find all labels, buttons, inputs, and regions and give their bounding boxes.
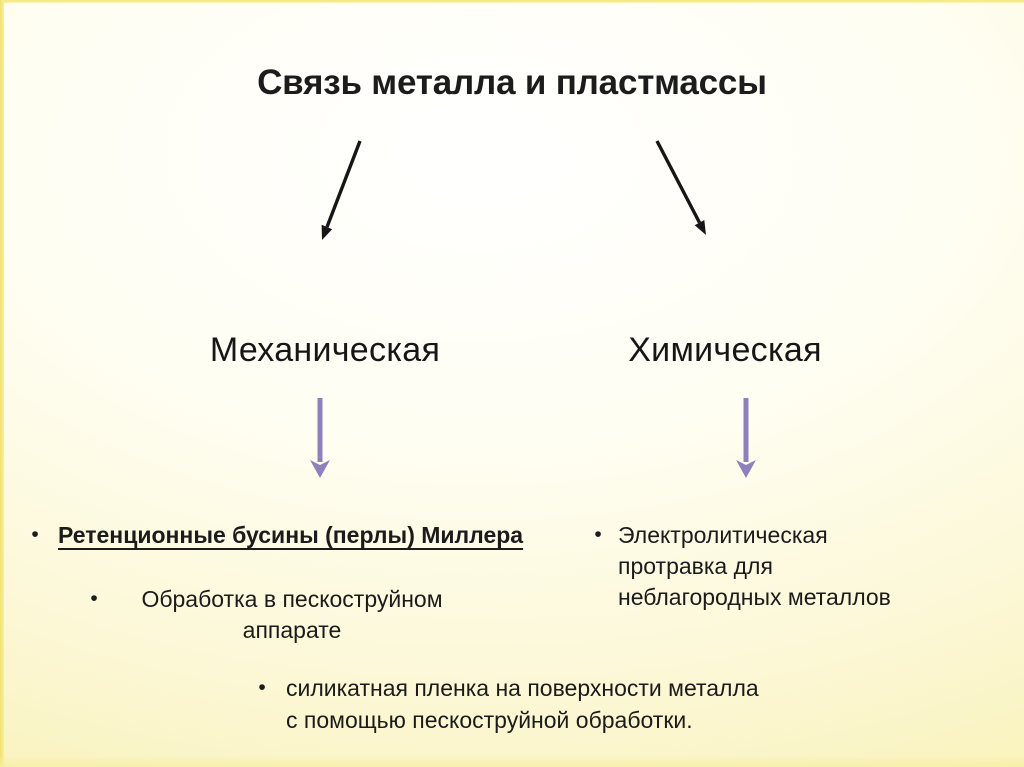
bullet-marker: • (258, 676, 266, 699)
bullet-mechanical-sub (72, 584, 468, 646)
bullet-silicate-film-line2: с помощью пескоструйной обработки. (286, 707, 693, 733)
branch-label-chemical: Химическая (628, 331, 822, 369)
bullet-marker: • (594, 523, 602, 546)
bottom-edge-glow (0, 755, 1024, 767)
bullet-chemical-line1: Электролитическая (618, 522, 828, 548)
bullet-marker: • (31, 523, 39, 546)
diagonal-arrow-down-left-icon (322, 141, 360, 240)
bullet-silicate-film-line1: силикатная пленка на поверхности металла (286, 675, 759, 701)
bullet-silicate-film-text (286, 672, 759, 736)
bullet-chemical-line3: неблагородных металлов (618, 584, 891, 610)
bullet-marker: • (90, 587, 98, 610)
bullet-chemical-text (618, 520, 891, 613)
diagonal-arrow-down-right-icon (657, 141, 706, 235)
slide-title: Связь металла и пластмассы (257, 63, 767, 102)
purple-arrow-down-right-icon (736, 398, 756, 478)
bullet-chemical-line2: протравка для (618, 553, 773, 579)
bullet-silicate-film (238, 672, 759, 736)
branch-label-mechanical: Механическая (209, 331, 441, 369)
bullet-mechanical-main (12, 520, 523, 551)
left-edge-strip (0, 0, 4, 767)
bullet-chemical (578, 520, 891, 613)
bullet-mechanical-main-text: Ретенционные бусины (перлы) Миллера (58, 522, 524, 548)
purple-arrow-down-left-icon (310, 398, 330, 478)
bullet-mechanical-sub-line2: аппарате (242, 617, 342, 643)
bullet-mechanical-sub-text (116, 584, 468, 646)
bullet-mechanical-sub-line1: Обработка в пескоструйном (141, 586, 443, 612)
top-edge-strip (0, 0, 1024, 3)
